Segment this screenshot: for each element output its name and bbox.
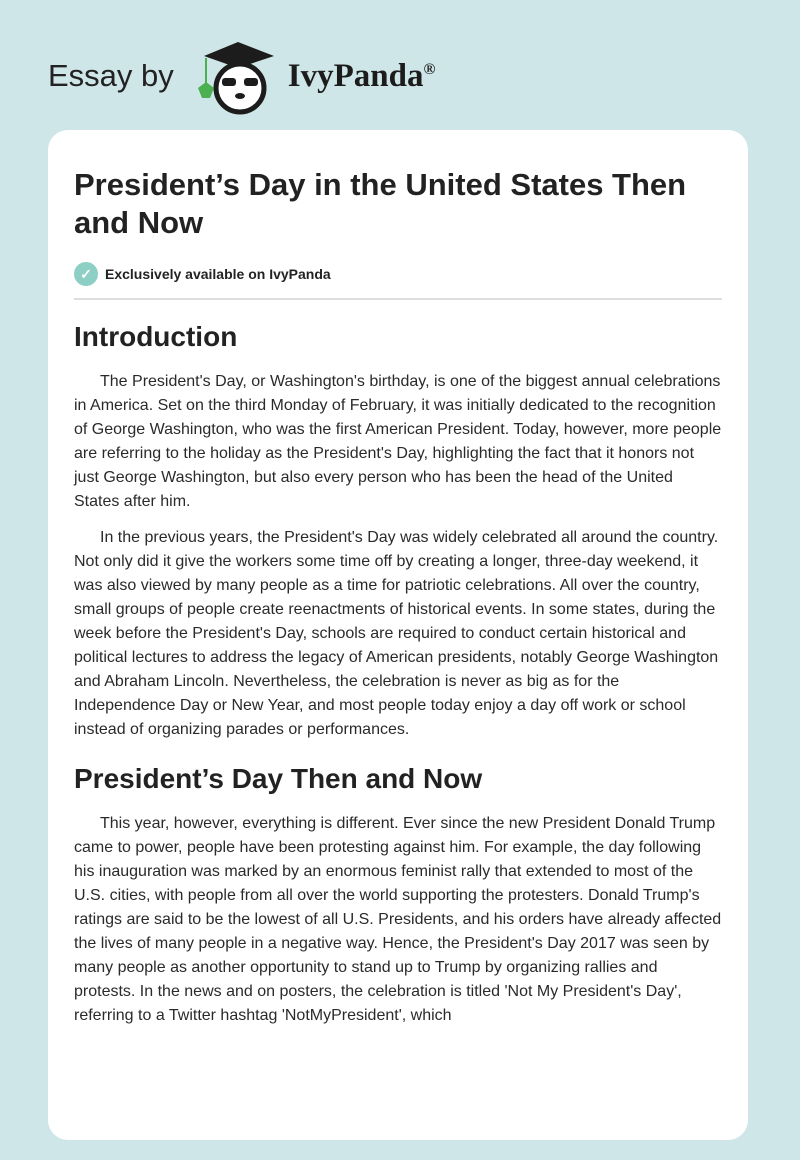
- ivypanda-logo-icon: [194, 36, 282, 116]
- section-heading: President’s Day Then and Now: [74, 763, 483, 794]
- essay-card: [48, 130, 748, 1140]
- paragraph: The President's Day, or Washington's birthday, is one of the biggest annual celebrations in America. Set on the third Monday of February, it was initially dedicated to the recognition of George Washington, who was the first American President. Today, however, more people are referring to the holiday as the President's Day, highlighting the fact that it honors not just George Washington, but also every person who has been the head of the United States after him.: [74, 373, 722, 510]
- section-heading: Introduction: [74, 321, 238, 352]
- check-icon: ✓: [74, 262, 98, 286]
- badge-text: Exclusively available on IvyPanda: [105, 266, 331, 282]
- paragraph: In the previous years, the President's Day was widely celebrated all around the country. Not only did it give the workers some time off by creating a longer, three-day weekend, it was also viewed by many people as a time for patriotic celebrations. All over the country, small groups of people create reenactments of historical events. In some states, during the week before the President's Day, schools are required to conduct certain historical and political lectures to address the legacy of American presidents, notably George Washington and Abraham Lincoln. Nevertheless, the celebration is never as big as for the Independence Day or New Year, and most people today enjoy a day off work or school instead of organizing parades or performances.: [74, 529, 719, 738]
- essay-by-label: Essay by: [48, 58, 174, 93]
- paragraph: This year, however, everything is different. Ever since the new President Donald Trump came to power, people have been protesting against him. For example, the day following his inauguration was marked by an enormous feminist rally that extended to most of the U.S. cities, with people from all over the world supporting the protesters. Donald Trump's ratings are said to be the lowest of all U.S. Presidents, and his orders have already affected the lives of many people in a negative way. Hence, the President's Day 2017 was seen by many people as another opportunity to stand up to Trump by organizing rallies and protests. In the news and on posters, the celebration is titled 'Not My President's Day', referring to a Twitter hashtag 'NotMyPresident', which: [74, 815, 722, 1024]
- essay-title: President’s Day in the United States Then and Now: [74, 167, 687, 240]
- brand-name: IvyPanda®: [287, 57, 436, 94]
- site-header: [48, 36, 435, 116]
- divider: [74, 298, 722, 300]
- exclusive-badge: [74, 262, 722, 286]
